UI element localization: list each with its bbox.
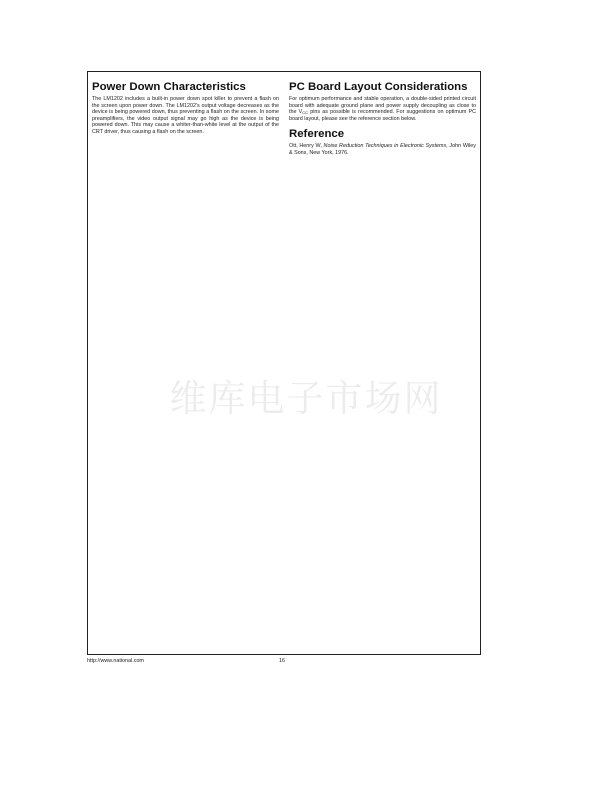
pc-board-text-1: For optimum performance and stable operation, a double-sided printed circuit board with adequate ground plane and power supply decoupling as close to the V bbox=[289, 96, 476, 115]
right-column bbox=[289, 80, 476, 156]
pc-board-paragraph bbox=[289, 96, 476, 122]
reference-authors: Ott, Henry W, bbox=[289, 143, 324, 149]
pc-board-text-2: pins as possible is recommended. For suggestions on optimum PC board layout, please see the reference section below. bbox=[289, 109, 476, 122]
power-down-heading: Power Down Characteristics bbox=[92, 81, 246, 93]
reference-heading: Reference bbox=[289, 128, 345, 140]
page-number: 16 bbox=[279, 658, 285, 664]
reference-publisher: , John Wiley & Sons, New York, 1976. bbox=[289, 143, 476, 156]
page-frame bbox=[87, 71, 481, 655]
reference-citation bbox=[289, 143, 476, 156]
reference-title: Noise Reduction Techniques in Electronic Systems bbox=[323, 143, 447, 149]
pc-board-heading: PC Board Layout Considerations bbox=[289, 81, 468, 93]
power-down-paragraph: The LM1202 includes a built-in power down spot killer to prevent a flash on the screen upon power down. The LM1202's output voltage decreases as the device is being powered down, thus preventing a flash on the screen. In some preamplifiers, the video output signal may go high as the device is being powered down. This may cause a whiter-than-white level at the output of the CRT driver, thus causing a flash on the screen. bbox=[92, 96, 279, 135]
vcc-subscript: CC bbox=[302, 110, 309, 115]
left-column bbox=[92, 80, 279, 135]
footer-url[interactable]: http://www.national.com bbox=[87, 658, 144, 664]
watermark: 维库电子市场网 bbox=[169, 377, 443, 420]
